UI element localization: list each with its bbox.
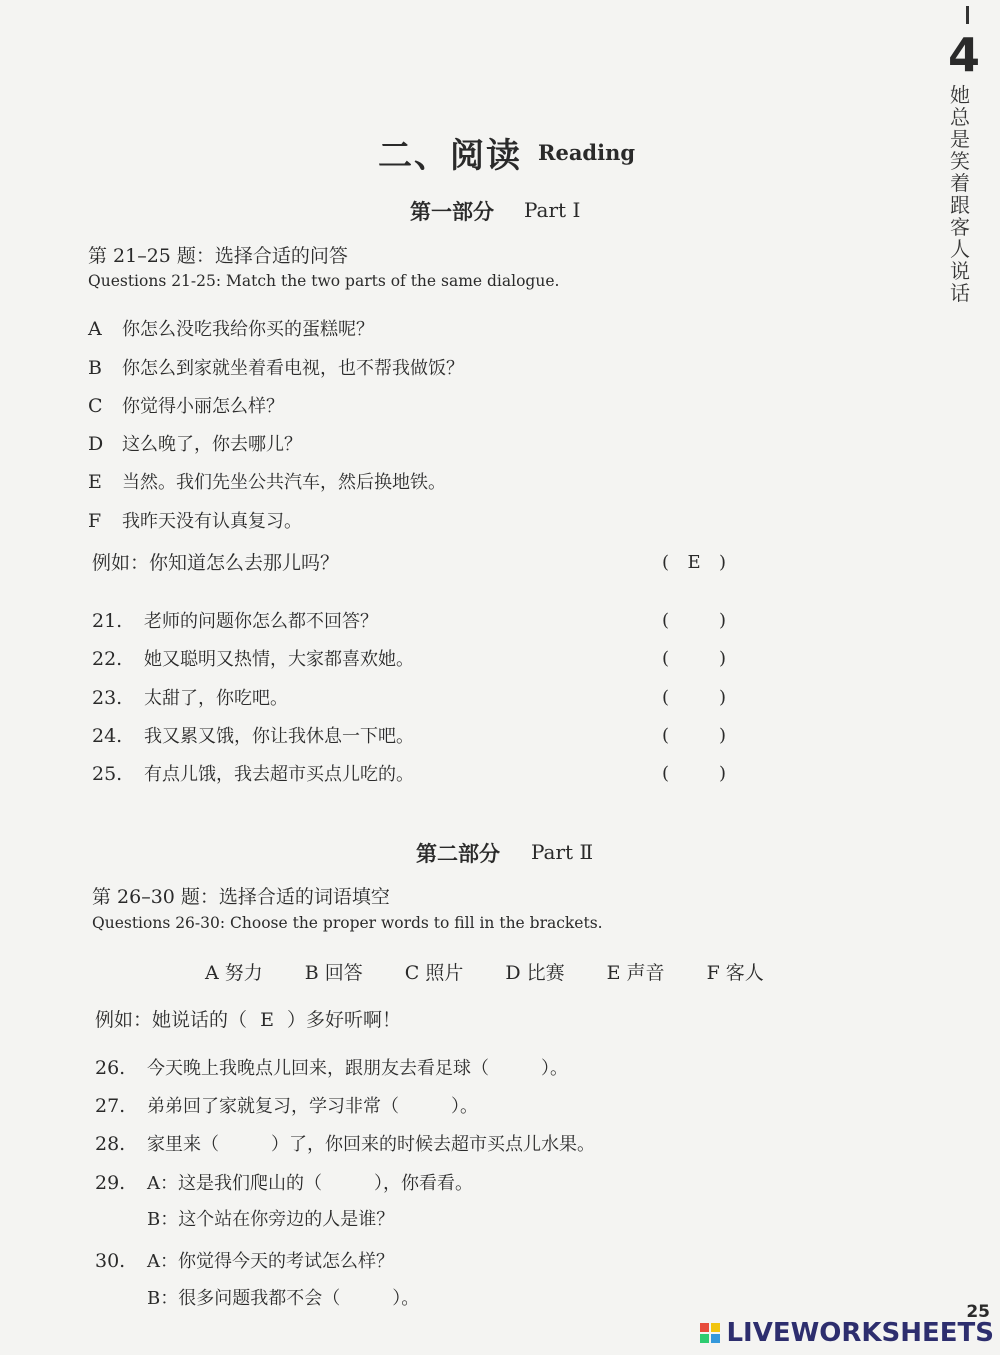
part2-heading-en: Part Ⅱ: [531, 840, 594, 864]
part1-instruction: 第 21–25 题：选择合适的问答: [88, 245, 348, 267]
word-option-e: E 声音: [606, 962, 665, 984]
word-option-f: F 客人: [706, 962, 764, 984]
word-option-a: A 努力: [205, 962, 263, 984]
answer-23[interactable]: ( ): [662, 687, 727, 708]
part2-heading: 第二部分: [416, 841, 500, 866]
word-option-b: B 回答: [304, 962, 363, 984]
word-bank: [205, 958, 806, 985]
part2-example: 例如：她说话的（ E ）多好听啊！: [95, 1009, 402, 1031]
question-22: 22. 她又聪明又热情，大家都喜欢她。: [92, 648, 414, 670]
part1-heading: 第一部分: [410, 199, 494, 224]
option-e: E 当然。我们先坐公共汽车，然后换地铁。: [88, 471, 446, 493]
question-24: 24. 我又累又饿，你让我休息一下吧。: [92, 725, 414, 747]
part1-heading-en: Part Ⅰ: [524, 198, 581, 222]
question-30: 30. A：你觉得今天的考试怎么样？: [95, 1250, 394, 1272]
question-29-line-b: B：这个站在你旁边的人是谁？: [147, 1209, 395, 1230]
page-number: 25: [966, 1302, 990, 1322]
question-30-line-b: B：很多问题我都不会（ ）。: [147, 1288, 420, 1309]
answer-21[interactable]: ( ): [662, 610, 727, 631]
part1-example: 例如：你知道怎么去那儿吗？: [92, 552, 340, 574]
brand-name: LIVEWORKSHEETS: [726, 1318, 994, 1348]
liveworksheets-logo: [700, 1318, 994, 1348]
part1-example-answer: ( E ): [662, 552, 727, 573]
section-title: 二、阅读: [378, 136, 522, 176]
question-28: 28. 家里来（ ）了，你回来的时候去超市买点儿水果。: [95, 1133, 595, 1155]
part2-instruction-en: Questions 26-30: Choose the proper words to fill in the brackets.: [92, 914, 603, 932]
answer-25[interactable]: ( ): [662, 763, 727, 784]
word-option-c: C 照片: [404, 962, 464, 984]
part2-instruction: 第 26–30 题：选择合适的词语填空: [92, 886, 390, 908]
question-27: 27. 弟弟回了家就复习，学习非常（ ）。: [95, 1095, 478, 1117]
question-21: 21. 老师的问题你怎么都不回答？: [92, 610, 378, 632]
option-b: B 你怎么到家就坐着看电视，也不帮我做饭？: [88, 357, 464, 379]
answer-22[interactable]: ( ): [662, 648, 727, 669]
option-a: A 你怎么没吃我给你买的蛋糕呢？: [88, 318, 374, 340]
lesson-title: 她总是笑着跟客人说话: [950, 83, 970, 305]
question-23: 23. 太甜了，你吃吧。: [92, 687, 288, 709]
answer-24[interactable]: ( ): [662, 725, 727, 746]
logo-grid-icon: [700, 1323, 720, 1343]
section-title-en: Reading: [538, 140, 636, 165]
part1-instruction-en: Questions 21-25: Match the two parts of the same dialogue.: [88, 272, 560, 290]
question-26: 26. 今天晚上我晚点儿回来，跟朋友去看足球（ ）。: [95, 1057, 568, 1079]
side-divider: [966, 6, 969, 24]
question-29: 29. A：这是我们爬山的（ ），你看看。: [95, 1172, 473, 1194]
option-d: D 这么晚了，你去哪儿？: [88, 433, 302, 455]
word-option-d: D 比赛: [505, 962, 565, 984]
lesson-number: 4: [948, 28, 981, 82]
option-c: C 你觉得小丽怎么样？: [88, 395, 284, 417]
option-f: F 我昨天没有认真复习。: [88, 510, 302, 532]
question-25: 25. 有点儿饿，我去超市买点儿吃的。: [92, 763, 414, 785]
